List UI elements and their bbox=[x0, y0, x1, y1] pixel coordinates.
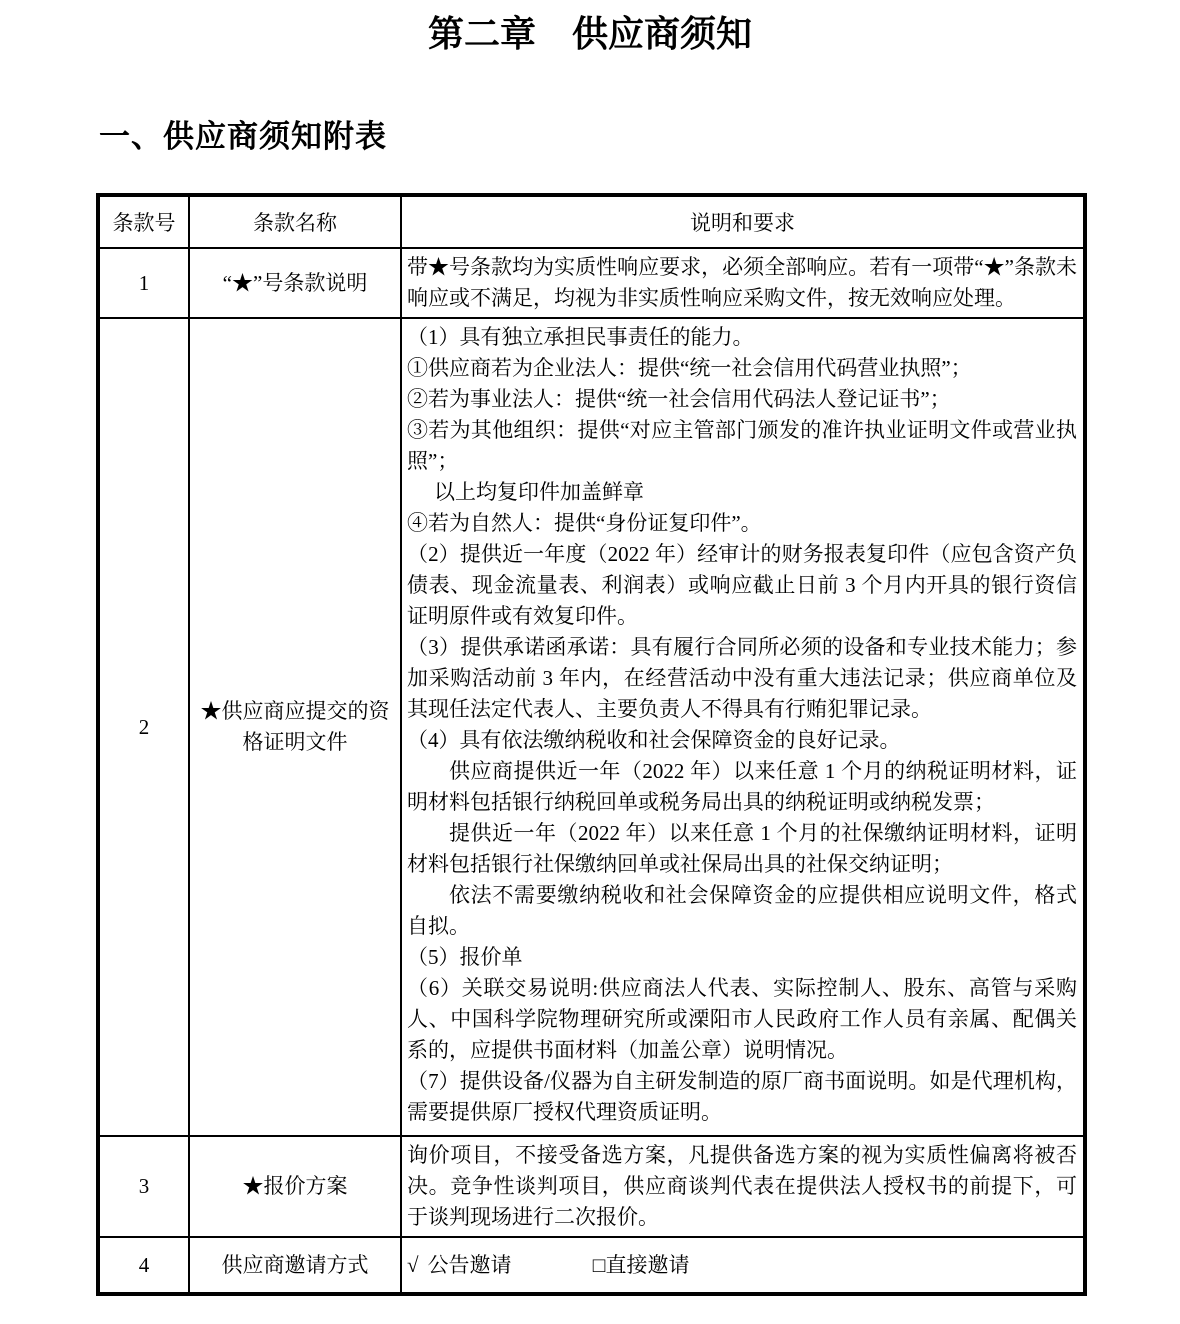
requirement-paragraph: ①供应商若为企业法人：提供“统一社会信用代码营业执照”； bbox=[407, 356, 972, 380]
requirement-paragraph: 供应商提供近一年（2022 年）以来任意 1 个月的纳税证明材料，证明材料包括银行纳税回单或税务局出具的纳税证明或纳税发票； bbox=[407, 759, 1077, 814]
requirements-cell bbox=[401, 1237, 1085, 1294]
requirement-paragraph: ④若为自然人：提供“身份证复印件”。 bbox=[407, 511, 762, 535]
requirement-paragraph: ③若为其他组织：提供“对应主管部门颁发的准许执业证明文件或营业执照”； bbox=[407, 418, 1077, 473]
clause-number: 1 bbox=[98, 248, 189, 318]
clause-name: ★报价方案 bbox=[189, 1136, 401, 1237]
clause-number: 3 bbox=[98, 1136, 189, 1237]
table-row bbox=[98, 318, 1085, 1136]
clause-name: 供应商邀请方式 bbox=[189, 1237, 401, 1294]
requirement-paragraph: （6）关联交易说明:供应商法人代表、实际控制人、股东、高管与采购人、中国科学院物理研究所或溧阳市人民政府工作人员有亲属、配偶关系的，应提供书面材料（加盖公章）说明情况。 bbox=[407, 976, 1077, 1062]
table-header-row bbox=[98, 195, 1085, 248]
requirements-cell bbox=[401, 1136, 1085, 1237]
table-row bbox=[98, 1136, 1085, 1237]
requirement-paragraph: （1）具有独立承担民事责任的能力。 bbox=[407, 325, 754, 349]
supplier-notice-table bbox=[96, 193, 1087, 1296]
invite-option-label: 公告邀请 bbox=[427, 1252, 512, 1277]
requirement-paragraph: 以上均复印件加盖鲜章 bbox=[434, 480, 644, 504]
check-mark-icon: √ bbox=[407, 1252, 419, 1277]
requirement-paragraph: （4）具有依法缴纳税收和社会保障资金的良好记录。 bbox=[407, 728, 901, 752]
requirements-cell bbox=[401, 248, 1085, 318]
section-heading: 一、供应商须知附表 bbox=[99, 119, 387, 154]
clause-name: ★供应商应提交的资格证明文件 bbox=[189, 318, 401, 1136]
column-header-clause-no: 条款号 bbox=[98, 195, 189, 248]
clause-number: 2 bbox=[98, 318, 189, 1136]
requirement-paragraph: 询价项目，不接受备选方案，凡提供备选方案的视为实质性偏离将被否决。竞争性谈判项目，供应商谈判代表在提供法人授权书的前提下，可于谈判现场进行二次报价。 bbox=[407, 1143, 1077, 1229]
requirement-paragraph: （3）提供承诺函承诺：具有履行合同所必须的设备和专业技术能力；参加采购活动前 3 年内，在经营活动中没有重大违法记录；供应商单位及其现任法定代表人、主要负责人不得具有行贿犯罪记录。 bbox=[407, 635, 1077, 721]
invite-option-label: 直接邀请 bbox=[605, 1252, 690, 1277]
table-row bbox=[98, 1237, 1085, 1294]
clause-number: 4 bbox=[98, 1237, 189, 1294]
requirement-paragraph: （5）报价单 bbox=[407, 945, 523, 969]
invite-option-direct bbox=[593, 1250, 690, 1281]
requirement-paragraph: 提供近一年（2022 年）以来任意 1 个月的社保缴纳证明材料，证明材料包括银行社保缴纳回单或社保局出具的社保交纳证明； bbox=[407, 821, 1077, 876]
requirements-cell bbox=[401, 318, 1085, 1136]
checkbox-empty-icon: □ bbox=[592, 1252, 606, 1277]
requirement-paragraph: ②若为事业法人：提供“统一社会信用代码法人登记证书”； bbox=[407, 387, 951, 411]
clause-name: “★”号条款说明 bbox=[189, 248, 401, 318]
requirement-paragraph: （7）提供设备/仪器为自主研发制造的原厂商书面说明。如是代理机构，需要提供原厂授权代理资质证明。 bbox=[407, 1069, 1077, 1124]
invite-option-public bbox=[407, 1250, 512, 1281]
column-header-requirements: 说明和要求 bbox=[401, 195, 1085, 248]
column-header-clause-name: 条款名称 bbox=[189, 195, 401, 248]
table-row bbox=[98, 248, 1085, 318]
requirement-paragraph: 依法不需要缴纳税收和社会保障资金的应提供相应说明文件，格式自拟。 bbox=[407, 883, 1077, 938]
requirement-paragraph: （2）提供近一年度（2022 年）经审计的财务报表复印件（应包含资产负债表、现金流量表、利润表）或响应截止日前 3 个月内开具的银行资信证明原件或有效复印件。 bbox=[407, 542, 1077, 628]
page-title: 第二章 供应商须知 bbox=[427, 13, 752, 54]
requirement-paragraph: 带★号条款均为实质性响应要求，必须全部响应。若有一项带“★”条款未响应或不满足，均视为非实质性响应采购文件，按无效响应处理。 bbox=[407, 255, 1077, 310]
